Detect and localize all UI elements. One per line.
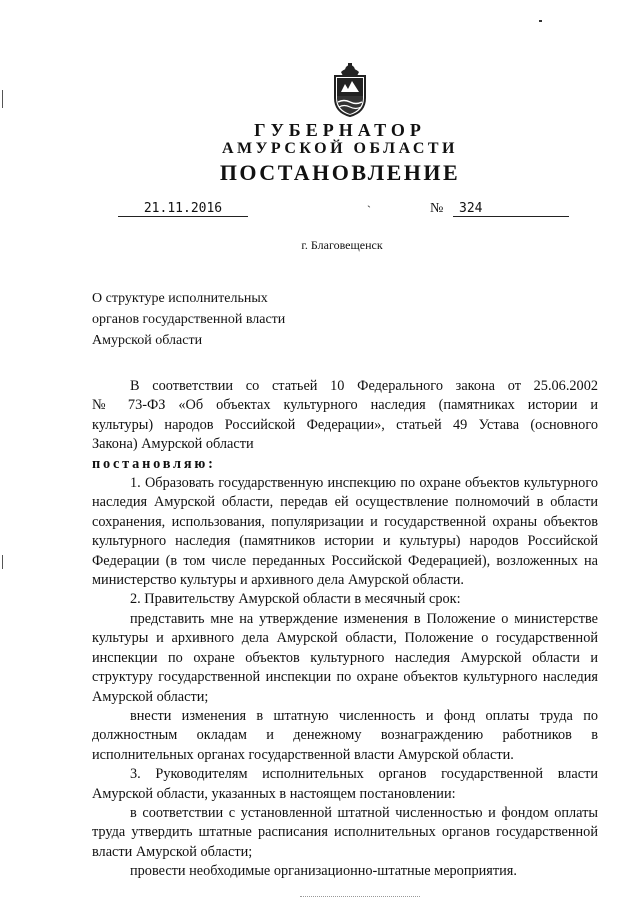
number-label: № bbox=[430, 201, 444, 216]
document-type: ПОСТАНОВЛЕНИЕ bbox=[219, 160, 461, 185]
paragraph-3: 3. Руководителям исполнительных органов государственной власти Амурской области, указанных в настоящем постановлении: bbox=[92, 766, 598, 802]
scan-edge-mark bbox=[2, 90, 3, 108]
preamble-line: культуры) народов Российской Федерации», статьей 49 Устава (основного bbox=[92, 416, 598, 433]
city: г. Благовещенск bbox=[301, 238, 383, 252]
document-body bbox=[92, 377, 598, 882]
paragraph-1: 1. Образовать государственную инспекцию по охране объектов культурного наследия Амурской области, передав ей осуществление полномочий в области сохранения, использования, популяризации и государственной охраны объектов культурного наследия (памятников истории и культуры) народов Российской Федерации (в том числе переданных Российской Федерацией), возложенных на министерство культуры и архивного дела Амурской области. bbox=[92, 475, 598, 589]
paragraph-3-item-1: в соответствии с установленной штатной численностью и фондом оплаты труда утвердить штатные расписания исполнительных органов государственной власти Амурской области; bbox=[92, 804, 598, 860]
scan-footer-mark bbox=[300, 896, 420, 899]
scan-edge-mark bbox=[2, 555, 3, 569]
document-date: 21.11.2016 bbox=[118, 201, 248, 217]
preamble-line: В соответствии со статьей 10 Федерального закона от 25.06.2002 bbox=[130, 378, 598, 394]
title-line: Амурской области bbox=[92, 333, 203, 348]
document-title bbox=[92, 288, 285, 351]
paragraph-2-item-1: представить мне на утверждение изменения в Положение о министерстве культуры и архивного дела Амурской области, Положение о государственной инспекции по охране объектов культурного наследия Амурской области и структуру государственной инспекции по охране объектов культурного наследия Амурской области; bbox=[92, 610, 598, 705]
coat-of-arms-icon bbox=[325, 62, 375, 118]
resolve-word: постановляю: bbox=[92, 455, 216, 472]
scan-mark bbox=[539, 20, 542, 22]
paragraph-3-item-2: провести необходимые организационно-штатные мероприятия. bbox=[130, 863, 517, 880]
preamble-line: Закона) Амурской области bbox=[92, 436, 254, 453]
title-line: О структуре исполнительных bbox=[92, 291, 268, 306]
paragraph-2-item-2: внести изменения в штатную численность и фонд оплаты труда по должностным окладам и денежному вознаграждению работников в исполнительных органах государственной власти Амурской области. bbox=[92, 707, 598, 763]
preamble-line: № 73-ФЗ «Об объектах культурного наследия (памятниках истории и bbox=[92, 397, 598, 414]
issuer-region: АМУРСКОЙ ОБЛАСТИ bbox=[222, 140, 458, 157]
scan-tick-mark: ˋ bbox=[367, 203, 371, 217]
paragraph-2: 2. Правительству Амурской области в месячный срок: bbox=[130, 591, 461, 608]
document-number: 324 bbox=[453, 201, 569, 217]
issuer-title: ГУБЕРНАТОР bbox=[254, 120, 426, 140]
title-line: органов государственной власти bbox=[92, 312, 286, 327]
